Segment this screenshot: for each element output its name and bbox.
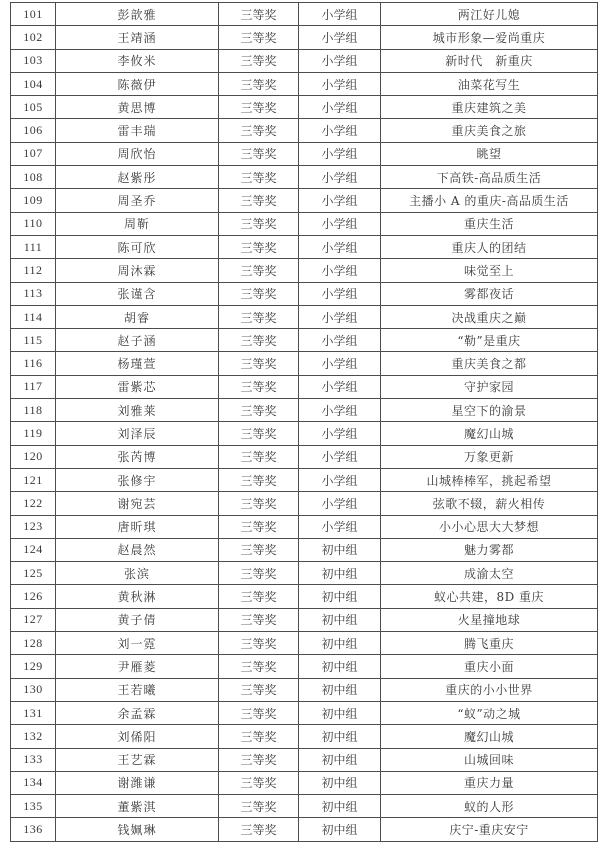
cell-row-number: 132 bbox=[11, 725, 56, 748]
table-row bbox=[11, 352, 598, 375]
cell-entrant-name: 黄秋淋 bbox=[56, 585, 219, 608]
table-row bbox=[11, 632, 598, 655]
cell-row-number: 123 bbox=[11, 515, 56, 538]
cell-work-title: 魅力雾都 bbox=[381, 538, 598, 561]
cell-age-group: 小学组 bbox=[299, 375, 381, 398]
cell-award-level: 三等奖 bbox=[219, 282, 299, 305]
table-row bbox=[11, 119, 598, 142]
cell-row-number: 126 bbox=[11, 585, 56, 608]
cell-work-title: 万象更新 bbox=[381, 445, 598, 468]
cell-row-number: 114 bbox=[11, 305, 56, 328]
cell-award-level: 三等奖 bbox=[219, 329, 299, 352]
cell-age-group: 初中组 bbox=[299, 818, 381, 841]
cell-award-level: 三等奖 bbox=[219, 585, 299, 608]
cell-age-group: 初中组 bbox=[299, 701, 381, 724]
cell-row-number: 107 bbox=[11, 142, 56, 165]
cell-row-number: 112 bbox=[11, 259, 56, 282]
table-row bbox=[11, 259, 598, 282]
cell-entrant-name: 王靖涵 bbox=[56, 26, 219, 49]
cell-work-title: 城市形象—爱尚重庆 bbox=[381, 26, 598, 49]
cell-award-level: 三等奖 bbox=[219, 655, 299, 678]
table-row bbox=[11, 678, 598, 701]
table-row bbox=[11, 818, 598, 841]
cell-row-number: 115 bbox=[11, 329, 56, 352]
cell-work-title: 庆宁-重庆安宁 bbox=[381, 818, 598, 841]
cell-entrant-name: 赵紫彤 bbox=[56, 166, 219, 189]
cell-age-group: 初中组 bbox=[299, 795, 381, 818]
cell-row-number: 117 bbox=[11, 375, 56, 398]
cell-entrant-name: 谢潍谦 bbox=[56, 771, 219, 794]
cell-row-number: 121 bbox=[11, 468, 56, 491]
table-row bbox=[11, 701, 598, 724]
table-row bbox=[11, 655, 598, 678]
table-row bbox=[11, 748, 598, 771]
cell-entrant-name: 杨瑾萱 bbox=[56, 352, 219, 375]
cell-entrant-name: 唐昕琪 bbox=[56, 515, 219, 538]
table-row bbox=[11, 72, 598, 95]
table-row bbox=[11, 305, 598, 328]
table-row bbox=[11, 538, 598, 561]
cell-entrant-name: 赵晨然 bbox=[56, 538, 219, 561]
cell-award-level: 三等奖 bbox=[219, 701, 299, 724]
cell-work-title: 决战重庆之巅 bbox=[381, 305, 598, 328]
cell-work-title: 重庆生活 bbox=[381, 212, 598, 235]
cell-entrant-name: 周圣乔 bbox=[56, 189, 219, 212]
cell-award-level: 三等奖 bbox=[219, 422, 299, 445]
cell-age-group: 小学组 bbox=[299, 3, 381, 26]
cell-entrant-name: 尹雁菱 bbox=[56, 655, 219, 678]
cell-row-number: 129 bbox=[11, 655, 56, 678]
cell-row-number: 110 bbox=[11, 212, 56, 235]
cell-work-title: 蚁的人形 bbox=[381, 795, 598, 818]
cell-work-title: 重庆美食之旅 bbox=[381, 119, 598, 142]
cell-entrant-name: 彭歆雅 bbox=[56, 3, 219, 26]
cell-award-level: 三等奖 bbox=[219, 96, 299, 119]
table-row bbox=[11, 492, 598, 515]
cell-work-title: 雾都夜话 bbox=[381, 282, 598, 305]
cell-work-title: 小小心思大大梦想 bbox=[381, 515, 598, 538]
table-row bbox=[11, 329, 598, 352]
cell-award-level: 三等奖 bbox=[219, 771, 299, 794]
table-row bbox=[11, 189, 598, 212]
cell-entrant-name: 谢宛芸 bbox=[56, 492, 219, 515]
cell-age-group: 初中组 bbox=[299, 725, 381, 748]
cell-award-level: 三等奖 bbox=[219, 399, 299, 422]
cell-award-level: 三等奖 bbox=[219, 142, 299, 165]
cell-age-group: 小学组 bbox=[299, 235, 381, 258]
cell-entrant-name: 雷丰瑞 bbox=[56, 119, 219, 142]
table-row bbox=[11, 212, 598, 235]
table-row bbox=[11, 142, 598, 165]
cell-award-level: 三等奖 bbox=[219, 189, 299, 212]
cell-entrant-name: 王艺霖 bbox=[56, 748, 219, 771]
cell-award-level: 三等奖 bbox=[219, 562, 299, 585]
cell-row-number: 101 bbox=[11, 3, 56, 26]
cell-work-title: 火星撞地球 bbox=[381, 608, 598, 631]
cell-age-group: 小学组 bbox=[299, 212, 381, 235]
cell-entrant-name: 黄子倩 bbox=[56, 608, 219, 631]
table-row bbox=[11, 608, 598, 631]
cell-age-group: 小学组 bbox=[299, 329, 381, 352]
table-row bbox=[11, 771, 598, 794]
cell-entrant-name: 黄思博 bbox=[56, 96, 219, 119]
table-row bbox=[11, 3, 598, 26]
cell-entrant-name: 刘泽辰 bbox=[56, 422, 219, 445]
cell-award-level: 三等奖 bbox=[219, 72, 299, 95]
cell-award-level: 三等奖 bbox=[219, 678, 299, 701]
cell-age-group: 小学组 bbox=[299, 282, 381, 305]
cell-row-number: 136 bbox=[11, 818, 56, 841]
table-row bbox=[11, 96, 598, 119]
cell-award-level: 三等奖 bbox=[219, 235, 299, 258]
cell-entrant-name: 赵子涵 bbox=[56, 329, 219, 352]
cell-entrant-name: 胡睿 bbox=[56, 305, 219, 328]
cell-work-title: 魔幻山城 bbox=[381, 422, 598, 445]
cell-work-title: 主播小 A 的重庆-高品质生活 bbox=[381, 189, 598, 212]
cell-entrant-name: 陈薇伊 bbox=[56, 72, 219, 95]
cell-work-title: 守护家园 bbox=[381, 375, 598, 398]
cell-work-title: 腾飞重庆 bbox=[381, 632, 598, 655]
cell-work-title: “勒”是重庆 bbox=[381, 329, 598, 352]
cell-entrant-name: 刘雅莱 bbox=[56, 399, 219, 422]
cell-row-number: 127 bbox=[11, 608, 56, 631]
cell-work-title: 蚁心共建，8D 重庆 bbox=[381, 585, 598, 608]
cell-row-number: 134 bbox=[11, 771, 56, 794]
table-row bbox=[11, 562, 598, 585]
cell-age-group: 小学组 bbox=[299, 515, 381, 538]
cell-work-title: 山城棒棒军，挑起希望 bbox=[381, 468, 598, 491]
cell-row-number: 102 bbox=[11, 26, 56, 49]
cell-age-group: 小学组 bbox=[299, 49, 381, 72]
cell-entrant-name: 张芮博 bbox=[56, 445, 219, 468]
cell-award-level: 三等奖 bbox=[219, 445, 299, 468]
cell-entrant-name: 周欣怡 bbox=[56, 142, 219, 165]
cell-work-title: 重庆力量 bbox=[381, 771, 598, 794]
cell-row-number: 105 bbox=[11, 96, 56, 119]
cell-row-number: 106 bbox=[11, 119, 56, 142]
cell-entrant-name: 李攸米 bbox=[56, 49, 219, 72]
cell-row-number: 131 bbox=[11, 701, 56, 724]
awards-table bbox=[10, 2, 598, 842]
cell-age-group: 小学组 bbox=[299, 26, 381, 49]
cell-row-number: 130 bbox=[11, 678, 56, 701]
table-row bbox=[11, 49, 598, 72]
cell-work-title: 眺望 bbox=[381, 142, 598, 165]
cell-age-group: 初中组 bbox=[299, 538, 381, 561]
table-row bbox=[11, 795, 598, 818]
table-row bbox=[11, 725, 598, 748]
cell-entrant-name: 王若曦 bbox=[56, 678, 219, 701]
cell-work-title: 两江好儿媳 bbox=[381, 3, 598, 26]
cell-work-title: 弦歌不辍，薪火相传 bbox=[381, 492, 598, 515]
table-row bbox=[11, 375, 598, 398]
cell-age-group: 初中组 bbox=[299, 678, 381, 701]
cell-age-group: 初中组 bbox=[299, 608, 381, 631]
cell-entrant-name: 余孟霖 bbox=[56, 701, 219, 724]
cell-award-level: 三等奖 bbox=[219, 305, 299, 328]
cell-age-group: 小学组 bbox=[299, 399, 381, 422]
cell-award-level: 三等奖 bbox=[219, 166, 299, 189]
table-row bbox=[11, 235, 598, 258]
table-row bbox=[11, 445, 598, 468]
cell-age-group: 初中组 bbox=[299, 632, 381, 655]
cell-work-title: 重庆小面 bbox=[381, 655, 598, 678]
cell-row-number: 128 bbox=[11, 632, 56, 655]
cell-row-number: 109 bbox=[11, 189, 56, 212]
cell-award-level: 三等奖 bbox=[219, 468, 299, 491]
cell-age-group: 初中组 bbox=[299, 748, 381, 771]
cell-age-group: 小学组 bbox=[299, 422, 381, 445]
cell-award-level: 三等奖 bbox=[219, 352, 299, 375]
table-row bbox=[11, 282, 598, 305]
table-row bbox=[11, 26, 598, 49]
cell-work-title: 新时代 新重庆 bbox=[381, 49, 598, 72]
cell-work-title: 重庆的小小世界 bbox=[381, 678, 598, 701]
cell-award-level: 三等奖 bbox=[219, 492, 299, 515]
cell-age-group: 小学组 bbox=[299, 305, 381, 328]
cell-award-level: 三等奖 bbox=[219, 375, 299, 398]
cell-award-level: 三等奖 bbox=[219, 818, 299, 841]
cell-award-level: 三等奖 bbox=[219, 212, 299, 235]
cell-entrant-name: 刘俙阳 bbox=[56, 725, 219, 748]
cell-work-title: 魔幻山城 bbox=[381, 725, 598, 748]
cell-work-title: 重庆人的团结 bbox=[381, 235, 598, 258]
cell-entrant-name: 张谨含 bbox=[56, 282, 219, 305]
cell-award-level: 三等奖 bbox=[219, 515, 299, 538]
cell-age-group: 初中组 bbox=[299, 771, 381, 794]
awards-table-body bbox=[11, 3, 598, 842]
cell-row-number: 108 bbox=[11, 166, 56, 189]
cell-award-level: 三等奖 bbox=[219, 26, 299, 49]
cell-age-group: 初中组 bbox=[299, 585, 381, 608]
cell-work-title: 味觉至上 bbox=[381, 259, 598, 282]
cell-work-title: 成渝太空 bbox=[381, 562, 598, 585]
cell-row-number: 116 bbox=[11, 352, 56, 375]
cell-award-level: 三等奖 bbox=[219, 538, 299, 561]
cell-work-title: 重庆美食之都 bbox=[381, 352, 598, 375]
cell-award-level: 三等奖 bbox=[219, 3, 299, 26]
cell-award-level: 三等奖 bbox=[219, 608, 299, 631]
cell-entrant-name: 张修宇 bbox=[56, 468, 219, 491]
cell-row-number: 125 bbox=[11, 562, 56, 585]
cell-age-group: 小学组 bbox=[299, 445, 381, 468]
cell-age-group: 初中组 bbox=[299, 655, 381, 678]
cell-award-level: 三等奖 bbox=[219, 119, 299, 142]
cell-row-number: 118 bbox=[11, 399, 56, 422]
cell-entrant-name: 张滨 bbox=[56, 562, 219, 585]
cell-age-group: 小学组 bbox=[299, 72, 381, 95]
cell-entrant-name: 刘一霓 bbox=[56, 632, 219, 655]
cell-age-group: 小学组 bbox=[299, 142, 381, 165]
cell-award-level: 三等奖 bbox=[219, 49, 299, 72]
cell-work-title: “蚁”动之城 bbox=[381, 701, 598, 724]
cell-age-group: 小学组 bbox=[299, 96, 381, 119]
table-row bbox=[11, 468, 598, 491]
cell-entrant-name: 陈可欣 bbox=[56, 235, 219, 258]
cell-row-number: 122 bbox=[11, 492, 56, 515]
cell-row-number: 113 bbox=[11, 282, 56, 305]
cell-work-title: 油菜花写生 bbox=[381, 72, 598, 95]
table-row bbox=[11, 166, 598, 189]
cell-work-title: 重庆建筑之美 bbox=[381, 96, 598, 119]
cell-award-level: 三等奖 bbox=[219, 725, 299, 748]
cell-entrant-name: 周沐霖 bbox=[56, 259, 219, 282]
cell-award-level: 三等奖 bbox=[219, 632, 299, 655]
cell-entrant-name: 钱姵琳 bbox=[56, 818, 219, 841]
cell-work-title: 星空下的渝景 bbox=[381, 399, 598, 422]
cell-row-number: 120 bbox=[11, 445, 56, 468]
cell-row-number: 104 bbox=[11, 72, 56, 95]
cell-age-group: 小学组 bbox=[299, 259, 381, 282]
cell-entrant-name: 董紫淇 bbox=[56, 795, 219, 818]
cell-age-group: 小学组 bbox=[299, 468, 381, 491]
cell-age-group: 初中组 bbox=[299, 562, 381, 585]
cell-row-number: 119 bbox=[11, 422, 56, 445]
cell-row-number: 135 bbox=[11, 795, 56, 818]
cell-entrant-name: 周靳 bbox=[56, 212, 219, 235]
cell-row-number: 133 bbox=[11, 748, 56, 771]
cell-work-title: 下高铁-高品质生活 bbox=[381, 166, 598, 189]
cell-age-group: 小学组 bbox=[299, 352, 381, 375]
cell-work-title: 山城回味 bbox=[381, 748, 598, 771]
cell-age-group: 小学组 bbox=[299, 119, 381, 142]
cell-entrant-name: 雷紫芯 bbox=[56, 375, 219, 398]
table-row bbox=[11, 515, 598, 538]
cell-row-number: 103 bbox=[11, 49, 56, 72]
table-row bbox=[11, 585, 598, 608]
cell-row-number: 111 bbox=[11, 235, 56, 258]
cell-age-group: 小学组 bbox=[299, 166, 381, 189]
table-row bbox=[11, 422, 598, 445]
cell-age-group: 小学组 bbox=[299, 492, 381, 515]
cell-award-level: 三等奖 bbox=[219, 259, 299, 282]
cell-age-group: 小学组 bbox=[299, 189, 381, 212]
cell-award-level: 三等奖 bbox=[219, 795, 299, 818]
cell-row-number: 124 bbox=[11, 538, 56, 561]
cell-award-level: 三等奖 bbox=[219, 748, 299, 771]
table-row bbox=[11, 399, 598, 422]
